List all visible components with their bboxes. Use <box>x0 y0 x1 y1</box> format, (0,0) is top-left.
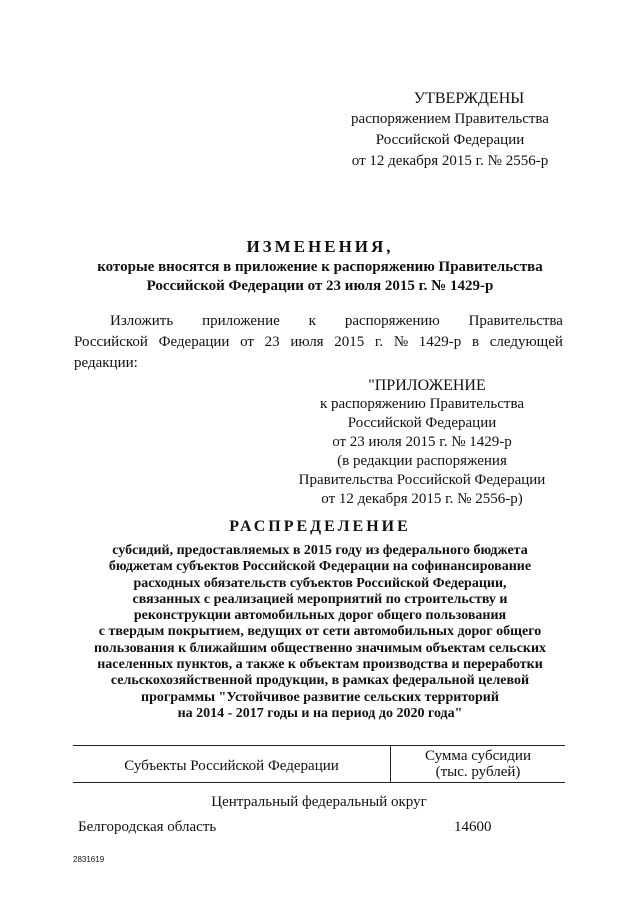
lead-word: Федерации <box>158 334 230 350</box>
document-number: 2831619 <box>73 855 105 864</box>
approval-stamp-block <box>330 88 570 172</box>
distribution-line: бюджетам субъектов Российской Федерации на софинансирование <box>108 559 532 575</box>
changes-heading: ИЗМЕНЕНИЯ, <box>246 237 394 256</box>
table-header-rule <box>73 782 565 783</box>
lead-line-1 <box>74 311 563 332</box>
appendix-line-2: Российской Федерации <box>347 415 497 431</box>
distribution-heading: РАСПРЕДЕЛЕНИЕ <box>229 518 411 535</box>
distribution-line: населенных пунктов, а также к объектам производства и переработки <box>97 657 543 673</box>
distribution-line: с твердым покрытием, ведущих от сети автомобильных дорог общего <box>98 624 542 640</box>
appendix-line-4: (в редакции распоряжения <box>337 453 507 469</box>
appendix-line-5: Правительства Российской Федерации <box>298 472 546 488</box>
changes-title-block <box>0 236 640 296</box>
distribution-line: на 2014 - 2017 годы и на период до 2020 года" <box>177 705 463 721</box>
changes-subtitle-line-1: которые вносятся в приложение к распоряжению Правительства <box>97 259 543 275</box>
lead-word: 1429-р <box>418 334 462 350</box>
distribution-line: сельскохозяйственной продукции, в рамках федеральной целевой <box>110 673 530 689</box>
appendix-header-block <box>292 376 552 509</box>
distribution-line: пользования к ближайшим общественно значимым объектам сельских <box>93 640 547 656</box>
lead-word: № <box>393 334 409 350</box>
lead-word: следующей <box>489 334 563 350</box>
lead-word: Изложить <box>110 313 174 329</box>
appendix-title: "ПРИЛОЖЕНИЕ <box>368 377 486 394</box>
lead-word: к <box>308 313 316 329</box>
table-header-sum-line-1: Сумма субсидии <box>425 748 531 764</box>
table-header-sum <box>391 748 565 780</box>
lead-word: 23 <box>264 334 280 350</box>
distribution-line: программы "Устойчивое развитие сельских территорий <box>141 689 499 705</box>
lead-word: от <box>240 334 254 350</box>
lead-word: Правительства <box>468 313 563 329</box>
appendix-line-6: от 12 декабря 2015 г. № 2556-р) <box>321 491 523 507</box>
lead-word: Российской <box>74 334 148 350</box>
lead-word: распоряжению <box>344 313 440 329</box>
appendix-line-1: к распоряжению Правительства <box>319 396 524 412</box>
distribution-line: расходных обязательств субъектов Российской Федерации, <box>133 575 507 591</box>
table-row-region-name: Белгородская область <box>78 819 217 835</box>
approved-title: УТВЕРЖДЕНЫ <box>413 90 525 107</box>
distribution-line: связанных с реализацией мероприятий по строительству и <box>132 591 508 607</box>
distribution-line: реконструкции автомобильных дорог общего пользования <box>133 608 507 624</box>
table-header-sum-line-2: (тыс. рублей) <box>435 764 521 780</box>
lead-word: июля <box>290 334 324 350</box>
federal-district-label: Центральный федеральный округ <box>211 794 427 810</box>
lead-word: в <box>471 334 480 350</box>
distribution-title-block <box>0 516 640 722</box>
table-row-region-sum: 14600 <box>454 819 492 835</box>
changes-subtitle-line-2: Российской Федерации от 23 июля 2015 г. № 1429-р <box>146 278 494 294</box>
table-top-rule <box>73 745 565 746</box>
table-header-subjects: Субъекты Российской Федерации <box>124 758 339 774</box>
appendix-line-3: от 23 июля 2015 г. № 1429-р <box>332 434 512 450</box>
lead-paragraph <box>74 311 563 374</box>
lead-word: 2015 <box>334 334 365 350</box>
approved-line-3: от 12 декабря 2015 г. № 2556-р <box>351 153 549 169</box>
lead-line-3: редакции: <box>74 355 138 371</box>
lead-word: г. <box>374 334 384 350</box>
approved-line-2: Российской Федерации <box>375 132 525 148</box>
lead-line-2 <box>74 332 563 353</box>
distribution-line: субсидий, предоставляемых в 2015 году из федерального бюджета <box>112 543 528 558</box>
approved-line-1: распоряжением Правительства <box>351 111 549 127</box>
lead-word: приложение <box>202 313 280 329</box>
